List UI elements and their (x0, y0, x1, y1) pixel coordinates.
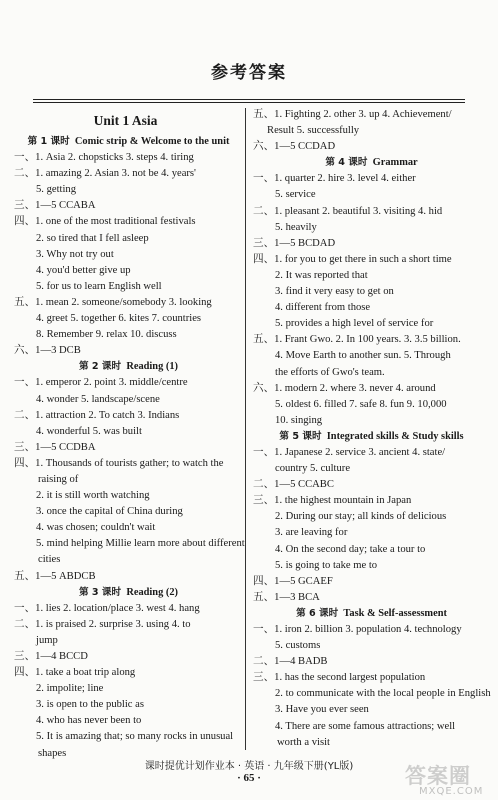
answer-line: 三、1. the highest mountain in Japan (253, 495, 412, 507)
lesson-heading (253, 606, 490, 622)
answer-line: 一、1. emperor 2. point 3. middle/centre (14, 377, 188, 389)
answer-line: 4. There are some famous attractions; well (275, 720, 456, 732)
answer-line: 五、1—3 BCA (253, 591, 320, 603)
lesson-heading (14, 585, 243, 601)
answer-line: 六、1—3 DCB (14, 345, 81, 357)
answer-line: shapes (38, 747, 67, 759)
title-rule-bottom (33, 102, 465, 103)
answer-line: 三、1—5 CCABA (14, 200, 96, 212)
lesson-number: 第 6 课时 (296, 607, 339, 619)
page-title: 参考答案 (211, 63, 287, 83)
lesson-heading (253, 429, 490, 445)
answer-line: 3. find it very easy to get on (275, 286, 394, 298)
page-number: · 65 · (237, 772, 261, 784)
answer-line: 3. are leaving for (275, 527, 348, 539)
answer-line: 二、1. pleasant 2. beautiful 3. visiting 4. hid (253, 205, 443, 217)
answer-line: country 5. culture (275, 463, 351, 475)
answer-line: the efforts of Gwo's team. (275, 366, 385, 378)
unit-title: Unit 1 Asia (93, 113, 158, 128)
answer-line: 四、1. Thousands of tourists gather; to watch the (14, 457, 224, 469)
lesson-title: Reading (2) (126, 586, 178, 598)
answer-line: 4. different from those (275, 302, 371, 314)
answer-line: 3. Why not try out (36, 248, 114, 260)
answer-line: 5. It is amazing that; so many rocks in unusual (36, 731, 234, 743)
answer-line: 4. greet 5. together 6. kites 7. countries (36, 313, 202, 325)
answer-line: 5. heavily (275, 221, 317, 233)
answer-line: 8. Remember 9. relax 10. discuss (36, 329, 177, 341)
answer-line: 五、1—5 ABDCB (14, 570, 96, 582)
answer-line: worth a visit (277, 736, 330, 748)
answer-line: 2. it is still worth watching (36, 490, 150, 502)
lesson-heading (253, 155, 490, 171)
answer-line: 3. is open to the public as (36, 699, 144, 711)
answer-line: 4. wonderful 5. was built (36, 425, 142, 437)
answer-line: 三、1—5 CCDBA (14, 441, 96, 453)
answer-line: 2. During our stay; all kinds of delicious (275, 511, 447, 523)
answer-line: 二、1. amazing 2. Asian 3. not be 4. years' (14, 168, 196, 180)
right-column (253, 107, 490, 751)
lesson-title: Comic strip & Welcome to the unit (74, 136, 230, 147)
answer-line: 六、1. modern 2. where 3. never 4. around (253, 382, 436, 394)
left-column-body (14, 134, 243, 762)
answer-line: 5. oldest 6. filled 7. safe 8. fun 9. 10,000 (275, 398, 447, 410)
lesson-number: 第 2 课时 (78, 361, 122, 373)
answer-line: 五、1. mean 2. someone/somebody 3. looking (14, 296, 212, 308)
answer-line: 三、1—5 BCDAD (253, 237, 336, 249)
answer-line: 3. once the capital of China during (36, 506, 183, 518)
lesson-number: 第 4 课时 (325, 157, 368, 169)
answer-line: jump (36, 634, 58, 646)
answer-line: 5. getting (36, 184, 77, 196)
lesson-number: 第 3 课时 (78, 586, 122, 598)
watermark-logo (405, 760, 495, 800)
right-column-body (253, 107, 490, 751)
lesson-heading (14, 359, 243, 375)
lesson-title: Reading (1) (126, 361, 178, 373)
answer-line: 4. was chosen; couldn't wait (36, 522, 156, 534)
answer-line: 一、1. Asia 2. chopsticks 3. steps 4. tiring (14, 152, 194, 164)
answer-line: 5. service (275, 189, 316, 201)
answer-line: 六、1—5 CCDAD (253, 141, 336, 153)
lesson-title: Task & Self-assessment (343, 607, 447, 619)
column-divider (245, 108, 246, 750)
answer-line: 4. Move Earth to another sun. 5. Through (275, 350, 451, 362)
answer-line: 二、1—5 CCABC (253, 479, 334, 491)
answer-line: raising of (38, 473, 79, 485)
answer-line: 2. to communicate with the local people in English (275, 688, 491, 700)
answer-line: 五、1. Fighting 2. other 3. up 4. Achievement/ (253, 109, 452, 120)
answer-line: 四、1. take a boat trip along (14, 667, 136, 679)
answer-line: 5. provides a high level of service for (275, 318, 434, 330)
answer-line: 5. mind helping Millie learn more about different (36, 538, 245, 550)
answer-line: 10. singing (275, 414, 323, 426)
title-rule-top (33, 99, 465, 100)
answer-line: 一、1. quarter 2. hire 3. level 4. either (253, 173, 416, 185)
lesson-title: Integrated skills & Study skills (326, 430, 464, 442)
lesson-number: 第 1 课时 (27, 136, 70, 147)
answer-line: 三、1. has the second largest population (253, 672, 426, 684)
left-column (14, 107, 243, 762)
answer-line: 四、1—5 GCAEF (253, 575, 333, 587)
answer-line: 二、1. attraction 2. To catch 3. Indians (14, 409, 180, 421)
answer-line: 一、1. iron 2. billion 3. population 4. technology (253, 624, 462, 635)
answer-line: 4. wonder 5. landscape/scene (36, 393, 160, 405)
answer-line: 二、1. is praised 2. surprise 3. using 4. to (14, 618, 191, 630)
answer-line: 4. who has never been to (36, 715, 142, 727)
lesson-number: 第 5 课时 (279, 430, 322, 442)
answer-line: 4. On the second day; take a tour to (275, 543, 426, 555)
answer-line: 2. It was reported that (275, 269, 368, 281)
answer-line: 5. customs (275, 640, 321, 652)
answer-line: 5. for us to learn English well (36, 280, 162, 292)
answer-line: 2. so tired that I fell asleep (36, 232, 149, 244)
answer-line: 四、1. one of the most traditional festivals (14, 216, 196, 228)
watermark-url: MXQE.COM (419, 786, 484, 797)
answer-line: Result 5. successfully (267, 125, 360, 137)
answer-line: 4. you'd better give up (36, 264, 131, 276)
lesson-title: Grammar (372, 157, 418, 169)
lesson-heading (14, 134, 243, 150)
watermark-main-text: 答案圈 (405, 764, 471, 788)
answer-line: 2. impolite; line (36, 683, 104, 695)
answer-line: 五、1. Frant Gwo. 2. In 100 years. 3. 3.5 billion. (253, 334, 461, 346)
answer-line: 一、1. Japanese 2. service 3. ancient 4. state/ (253, 446, 446, 458)
answer-line: 5. is going to take me to (275, 559, 378, 571)
answer-line: 三、1—4 BCCD (14, 651, 88, 662)
answer-line: 二、1—4 BADB (253, 656, 328, 668)
answer-line: 一、1. lies 2. location/place 3. west 4. hang (14, 602, 200, 614)
footer-book-title: 课时提优计划作业本 · 英语 · 九年级下册(YL版) (144, 761, 354, 772)
answer-line: cities (38, 554, 61, 566)
answer-line: 3. Have you ever seen (275, 704, 369, 716)
answer-line: 四、1. for you to get there in such a short time (253, 253, 452, 265)
